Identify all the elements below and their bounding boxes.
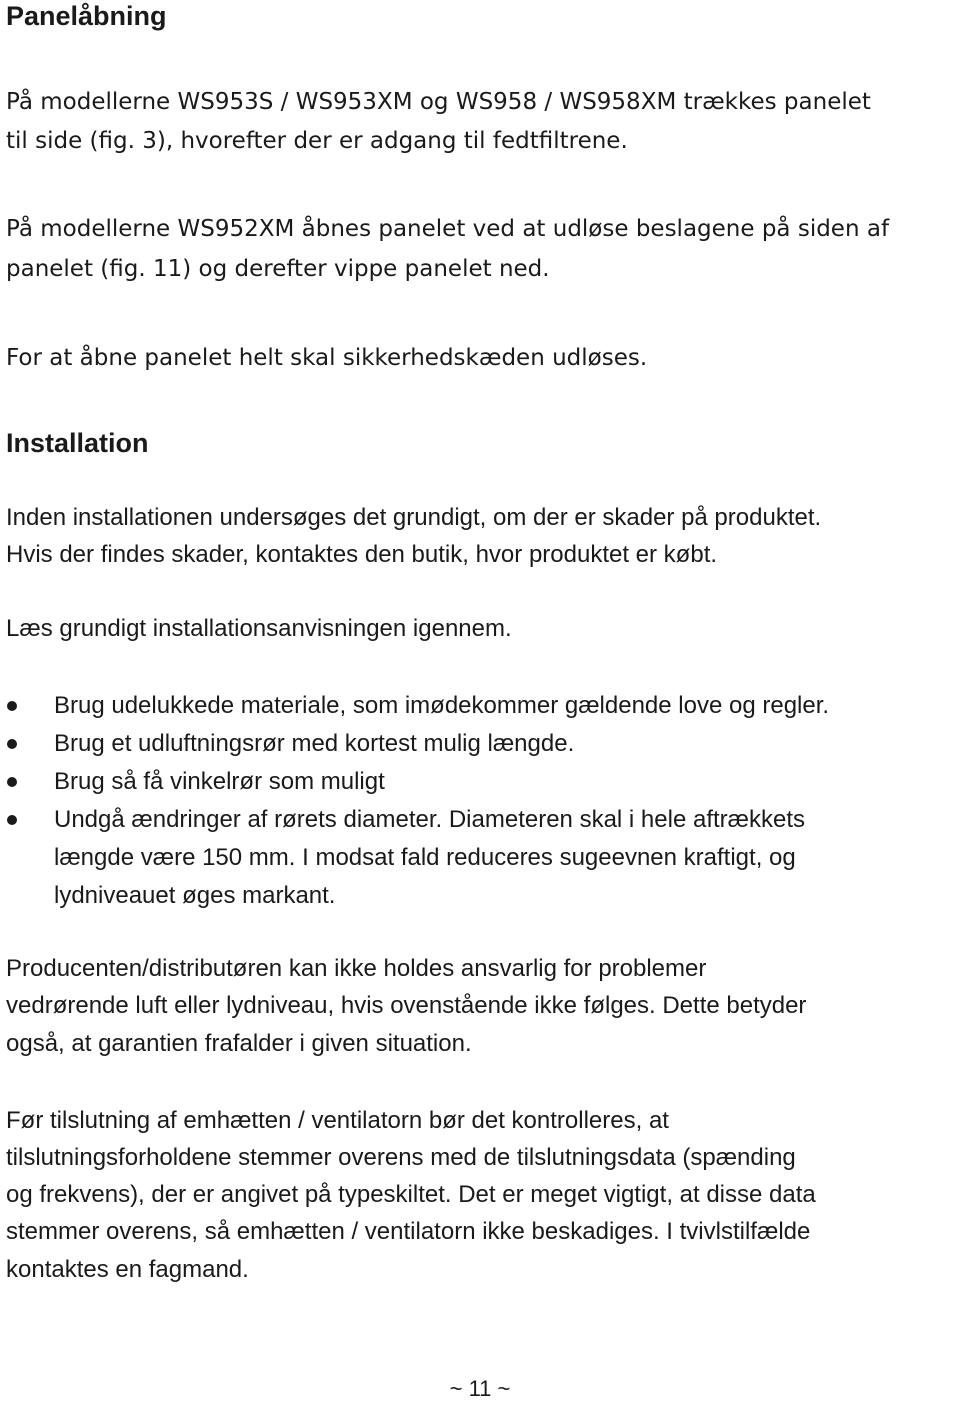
heading-panelaabning: Panelåbning [6,1,167,31]
bullet-marker [7,815,17,825]
bullet-item-duct-length: Brug et udluftningsrør med kortest mulig længde. [54,730,575,757]
paragraph-connection-line-5: kontaktes en fagmand. [6,1256,249,1283]
bullet-marker [7,777,17,787]
paragraph-connection-line-2: tilslutningsforholdene stemmer overens med de tilslutningsdata (spænding [6,1144,796,1171]
paragraph-panel-models-line-2: til side (fig. 3), hvorefter der er adgang til fedtfiltrene. [6,128,628,154]
paragraph-inspect-line-2: Hvis der findes skader, kontaktes den butik, hvor produktet er købt. [6,541,718,568]
bullet-item-diameter-line-2: længde være 150 mm. I modsat fald reduceres sugeevnen kraftigt, og [54,844,796,871]
bullet-item-materials: Brug udelukkede materiale, som imødekommer gældende love og regler. [54,692,830,719]
paragraph-inspect-line-1: Inden installationen undersøges det grundigt, om der er skader på produktet. [6,504,822,531]
paragraph-ws952xm-line-2: panelet (fig. 11) og derefter vippe panelet ned. [6,256,550,282]
bullet-marker [7,701,17,711]
paragraph-liability-line-1: Producenten/distributøren kan ikke holdes ansvarlig for problemer [6,955,707,982]
page-number: ~ 11 ~ [449,1376,511,1401]
paragraph-liability-line-2: vedrørende luft eller lydniveau, hvis ovenstående ikke følges. Dette betyder [6,992,807,1019]
paragraph-connection-line-4: stemmer overens, så emhætten / ventilatorn ikke beskadiges. I tvivlstilfælde [6,1218,811,1245]
paragraph-safety-chain: For at åbne panelet helt skal sikkerhedskæden udløses. [6,345,648,371]
bullet-marker [7,739,17,749]
paragraph-liability-line-3: også, at garantien frafalder i given situation. [6,1030,472,1057]
heading-installation: Installation [6,428,149,458]
paragraph-read-instructions: Læs grundigt installationsanvisningen igennem. [6,615,512,642]
bullet-item-diameter-line-3: lydniveauet øges markant. [54,882,336,909]
bullet-item-elbows: Brug så få vinkelrør som muligt [54,768,385,795]
paragraph-connection-line-1: Før tilslutning af emhætten / ventilatorn bør det kontrolleres, at [6,1107,669,1134]
bullet-item-diameter-line-1: Undgå ændringer af rørets diameter. Diameteren skal i hele aftrækkets [54,806,805,833]
paragraph-ws952xm-line-1: På modellerne WS952XM åbnes panelet ved at udløse beslagene på siden af [6,216,890,242]
paragraph-panel-models-line-1: På modellerne WS953S / WS953XM og WS958 / WS958XM trækkes panelet [6,89,871,115]
paragraph-connection-line-3: og frekvens), der er angivet på typeskiltet. Det er meget vigtigt, at disse data [6,1181,816,1208]
